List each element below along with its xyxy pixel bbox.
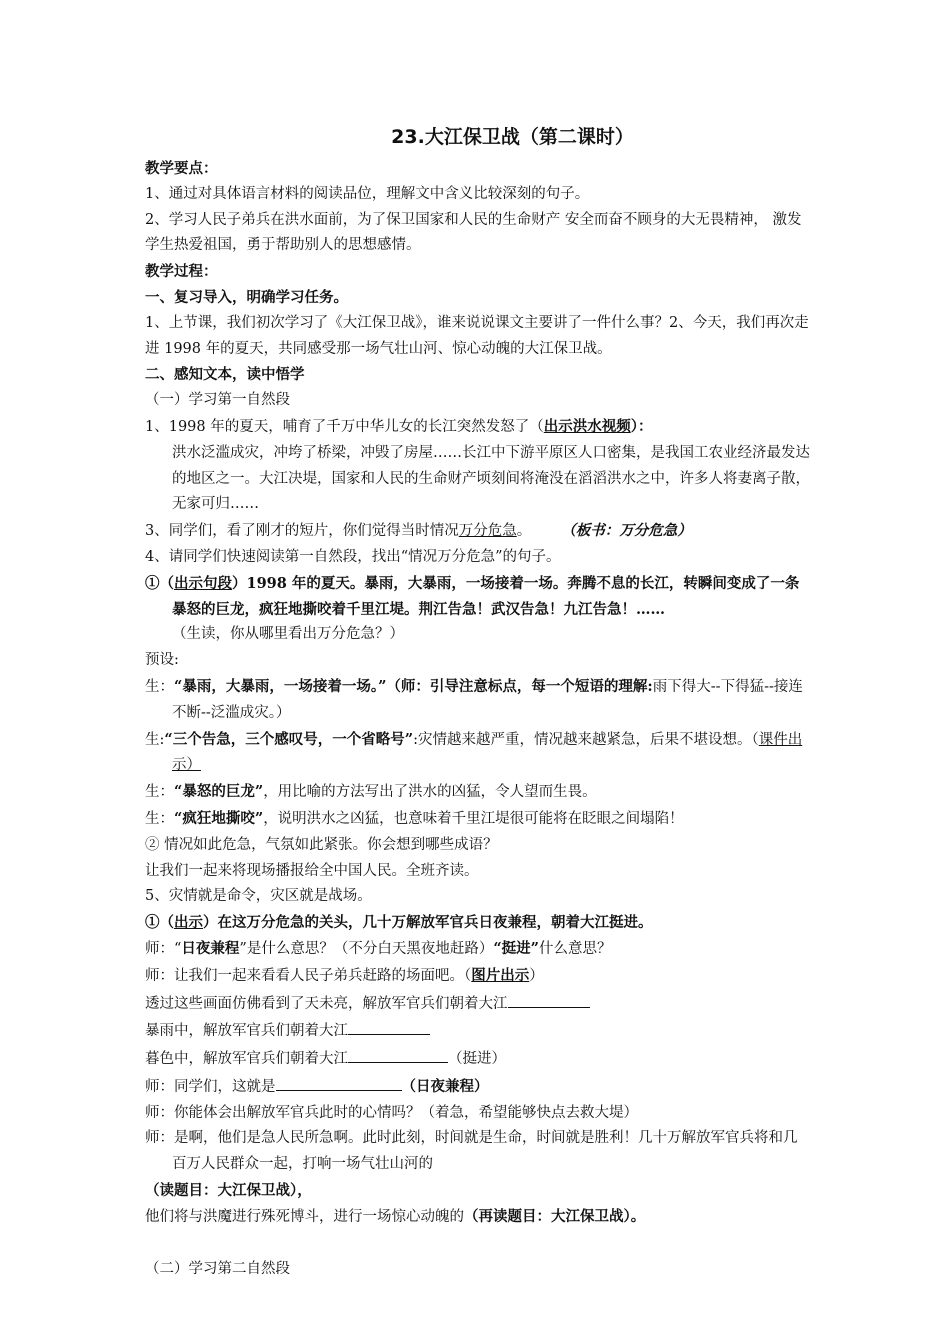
show-passage-link: 出示句段 — [174, 574, 232, 592]
teacher-line-3: 师：你能体会出解放军官兵此时的心情吗？（着急，希望能够快点去救大堤） — [145, 1104, 638, 1121]
fill-blank — [276, 1073, 402, 1091]
read-title-1: （读题目：大江保卫战）， — [145, 1182, 312, 1200]
student-label: 生： — [145, 678, 174, 695]
teacher-2-a: 师：让我们一起来看看人民子弟兵赶路的场面吧。（ — [145, 967, 472, 984]
fill-line-4 — [145, 1073, 810, 1101]
student-answer-2 — [145, 727, 810, 780]
fill-line-3 — [145, 1045, 810, 1073]
student-label: 生： — [145, 784, 174, 801]
preset-label: 预设: — [145, 652, 179, 669]
fill-blank — [348, 1045, 448, 1063]
teacher-line-6 — [145, 1204, 810, 1231]
section-1-heading: 一、复习导入，明确学习任务。 — [145, 288, 348, 306]
key-point-1: 1、通过对具体语言材料的阅读品位，理解文中含义比较深刻的句子。 — [145, 185, 590, 202]
answer-4-bold: “疯狂地撕咬” — [174, 809, 264, 827]
teacher-1-a: 师：“ — [145, 940, 182, 957]
teacher-2-b: ） — [529, 967, 544, 984]
question-2: ② 情况如此危急，气氛如此紧张。你会想到哪些成语？ — [145, 836, 498, 853]
item-5: 5、灾情就是命令，灾区就是战场。 — [145, 888, 372, 905]
part-2-heading: （二）学习第二自然段 — [145, 1260, 290, 1277]
flood-quote: 洪水泛滥成灾，冲垮了桥梁，冲毁了房屋……长江中下游平原区人口密集，是我国工农业经济最发达的地区之一。大江决堤，国家和人民的生命财产顷刻间将淹没在滔滔洪水之中，许多人将妻离子散，无家可归…… — [172, 444, 810, 513]
teacher-1-bold: 日夜兼程 — [181, 939, 240, 957]
urgent-underline: 万分危急 — [458, 523, 517, 540]
courseware-link: 课件出示） — [172, 731, 803, 774]
page-title: 23.大江保卫战（第二课时） — [391, 126, 634, 148]
answer-1-bold: “暴雨，大暴雨，一场接着一场。”（师：引导注意标点，每一个短语的理解: — [174, 677, 653, 695]
fill-3-text: 暮色中，解放军官兵们朝着大江 — [145, 1051, 348, 1068]
item-1-text: 1、1998 年的夏天，哺育了千万中华儿女的长江突然发怒了（ — [145, 418, 544, 435]
teacher-line-1 — [145, 936, 810, 963]
teacher-line-2 — [145, 963, 810, 990]
item-3-text: 3、同学们，看了刚才的短片，你们觉得当时情况 — [145, 523, 459, 540]
fill-4-answer: （日夜兼程） — [401, 1077, 489, 1095]
item-1 — [145, 414, 810, 441]
quote-1 — [145, 571, 810, 623]
fill-2-text: 暴雨中，解放军官兵们朝着大江 — [145, 1023, 348, 1040]
quote-3-text: ）在这万分危急的关头，几十万解放军官兵日夜兼程，朝着大江挺进。 — [203, 914, 653, 932]
quote-1-note: （生读，你从哪里看出万分危急？） — [172, 626, 404, 643]
item-3-end: 。 — [516, 523, 532, 540]
fill-1-text: 透过这些画面仿佛看到了天未亮，解放军官兵们朝着大江 — [145, 995, 508, 1012]
answer-3-bold: “暴怒的巨龙” — [174, 783, 264, 801]
item-3 — [145, 518, 810, 545]
answer-3-text: ，用比喻的方法写出了洪水的凶猛，令人望而生畏。 — [263, 784, 597, 801]
student-answer-3 — [145, 779, 810, 806]
item-4: 4、请同学们快速阅读第一自然段，找出“情况万分危急”的句子。 — [145, 548, 561, 565]
fill-blank — [348, 1017, 430, 1035]
fill-4-text: 师：同学们，这就是 — [145, 1078, 276, 1095]
teacher-1-e: 什么意思？ — [539, 940, 612, 957]
quote-3-open: ①（ — [145, 914, 174, 932]
teacher-6-a: 他们将与洪魔进行殊死博斗，进行一场惊心动魄的 — [145, 1208, 464, 1225]
fill-line-2 — [145, 1017, 810, 1045]
answer-4-text: ，说明洪水之凶猛，也意味着千里江堤很可能将在眨眼之间塌陷！ — [263, 810, 684, 827]
student-label: 生: — [145, 731, 165, 748]
section-2-heading: 二、感知文本，读中悟学 — [145, 366, 305, 384]
answer-1-text: 雨下得大--下得猛--接连不断--泛滥成灾。） — [172, 678, 803, 721]
quote-1-text: ）1998 年的夏天。暴雨，大暴雨，一场接着一场。奔腾不息的长江，转瞬间变成了一条暴怒的巨龙，疯狂地撕咬着千里江堤。荆江告急！武汉告急！九江告急！…… — [172, 574, 800, 618]
fill-blank — [508, 990, 590, 1008]
flood-video-link: 出示洪水视频 — [543, 417, 631, 435]
answer-2-bold: “三个告急，三个感叹号，一个省略号” — [164, 730, 414, 748]
teacher-line-4: 师：是啊，他们是急人民所急啊。此时此刻，时间就是生命，时间就是胜利！几十万解放军官兵将和几百万人民群众一起，打响一场气壮山河的 — [145, 1130, 798, 1173]
fill-3-answer: （挺进） — [448, 1051, 506, 1068]
student-answer-4 — [145, 806, 810, 833]
fill-line-1 — [145, 990, 810, 1018]
student-label: 生： — [145, 810, 174, 827]
student-answer-1 — [145, 674, 810, 727]
item-1-end: ）： — [630, 417, 653, 435]
process-heading: 教学过程： — [145, 263, 218, 281]
section-1-paragraph: 1、上节课，我们初次学习了《大江保卫战》，谁来说说课文主要讲了一件什么事？2、今天，我们再次走进 1998 年的夏天，共同感受那一场气壮山河、惊心动魄的大江保卫战。 — [145, 314, 809, 357]
key-points-heading: 教学要点： — [145, 160, 218, 177]
quote-1-open: ①（ — [145, 574, 174, 592]
key-point-2: 2、学习人民子弟兵在洪水面前，为了保卫国家和人民的生命财产 安全而奋不顾身的大无畏精神， 激发学生热爱祖国，勇于帮助别人的思想感情。 — [145, 211, 802, 254]
answer-2-text: :灾情越来越严重，情况越来越紧急，后果不堪设想。（ — [413, 731, 759, 748]
question-2-followup: 让我们一起来将现场播报给全中国人民。全班齐读。 — [145, 862, 479, 879]
board-note: （板书：万分危急） — [561, 522, 692, 540]
quote-3 — [145, 910, 810, 936]
show-link: 出示 — [174, 914, 203, 932]
picture-link: 图片出示 — [471, 966, 530, 984]
teacher-1-bold-2: “挺进” — [493, 939, 540, 957]
read-title-2: （再读题目：大江保卫战）。 — [464, 1207, 646, 1225]
document-page — [145, 120, 810, 1282]
teacher-1-c: ”是什么意思？（不分白天黑夜地赶路） — [239, 940, 494, 957]
part-1-heading: （一）学习第一自然段 — [145, 392, 290, 409]
